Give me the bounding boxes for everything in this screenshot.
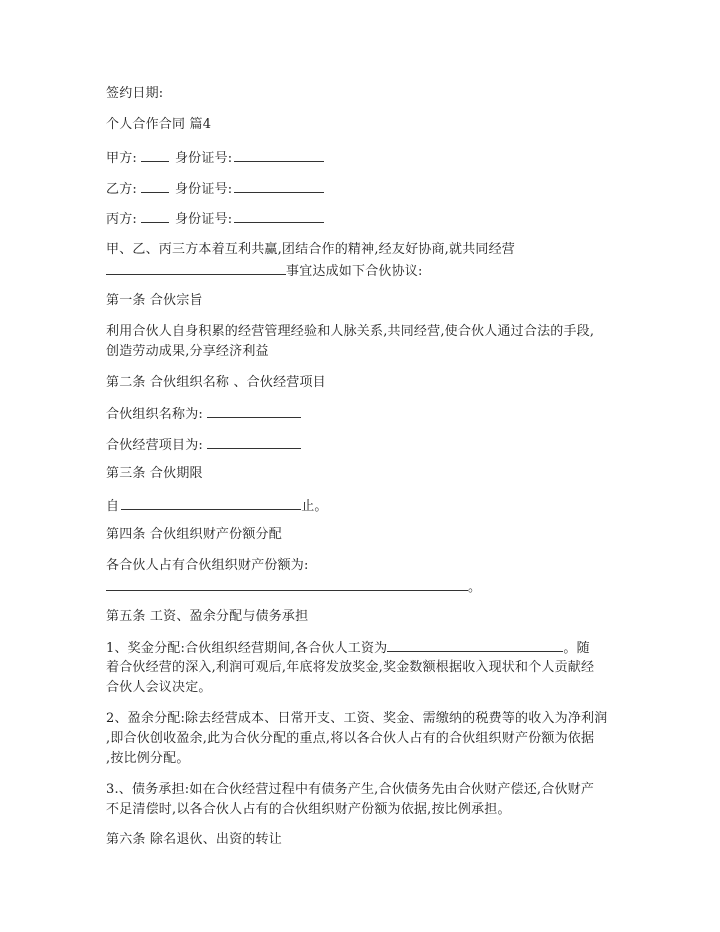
term-line <box>106 497 328 515</box>
business-blank <box>207 436 301 449</box>
party-b-label: 乙方: <box>106 182 137 197</box>
article-1-line-2: 创造劳动成果,分享经济利益 <box>106 344 269 359</box>
business-scope-blank <box>106 262 286 275</box>
bonus-line-1 <box>106 639 590 657</box>
document-title: 个人合作合同 篇4 <box>106 117 212 132</box>
share-line-1: 各合伙人占有合伙组织财产份额为: <box>106 558 309 573</box>
party-b-id-blank <box>234 180 324 193</box>
party-b-id-label: 身份证号: <box>174 182 233 197</box>
share-line-2 <box>106 578 481 596</box>
party-c-label: 丙方: <box>106 212 137 227</box>
org-name-line <box>106 405 301 423</box>
surplus-line-3: ,按比例分配。 <box>106 751 190 766</box>
business-label: 合伙经营项目为: <box>106 438 203 453</box>
party-b-name-blank <box>141 180 169 193</box>
article-4-title: 第四条 合伙组织财产份额分配 <box>106 527 282 542</box>
org-name-label: 合伙组织名称为: <box>106 407 203 422</box>
bonus-line-3: 合伙人会议决定。 <box>106 680 212 695</box>
party-a-line <box>106 149 324 167</box>
intro-line-2-suffix: 事宜达成如下合伙协议: <box>286 264 423 279</box>
article-5-title: 第五条 工资、盈余分配与债务承担 <box>106 609 309 624</box>
article-1-line-1: 利用合伙人自身积累的经营管理经验和人脉关系,共同经营,使合伙人通过合法的手段, <box>106 324 595 339</box>
party-a-id-blank <box>234 149 324 162</box>
party-c-id-label: 身份证号: <box>174 212 233 227</box>
intro-line-2 <box>106 262 423 280</box>
article-1-title: 第一条 合伙宗旨 <box>106 293 203 308</box>
party-c-name-blank <box>141 210 169 223</box>
term-prefix: 自 <box>106 499 120 514</box>
article-2-title: 第二条 合伙组织名称 、合伙经营项目 <box>106 375 326 390</box>
surplus-line-1: 2、盈余分配:除去经营成本、日常开支、工资、奖金、需缴纳的税费等的收入为净利润 <box>106 711 608 726</box>
share-blank <box>106 578 468 591</box>
bonus-line-2: 着合伙经营的深入,利润可观后,年底将发放奖金,奖金数额根据收入现状和个人贡献经 <box>106 660 595 675</box>
salary-blank <box>387 639 563 652</box>
debt-line-2: 不足清偿时,以各合伙人占有的合伙组织财产份额为依据,按比例承担。 <box>106 802 511 817</box>
bonus-line-1-prefix: 1、奖金分配:合伙组织经营期间,各合伙人工资为 <box>106 641 388 656</box>
business-line <box>106 436 301 454</box>
bonus-line-1-suffix: 。随 <box>563 641 590 656</box>
term-blank <box>121 497 301 510</box>
party-a-id-label: 身份证号: <box>174 151 233 166</box>
party-a-name-blank <box>141 149 169 162</box>
article-6-title: 第六条 除名退伙、出资的转让 <box>106 832 282 847</box>
party-a-label: 甲方: <box>106 151 137 166</box>
party-b-line <box>106 180 324 198</box>
debt-line-1: 3.、债务承担:如在合伙经营过程中有债务产生,合伙债务先由合伙财产偿还,合伙财产 <box>106 782 595 797</box>
sign-date-label: 签约日期: <box>106 86 164 101</box>
party-c-line <box>106 210 324 228</box>
intro-line-1: 甲、乙、丙三方本着互利共赢,团结合作的精神,经友好协商,就共同经营 <box>106 242 515 257</box>
term-suffix: 止。 <box>301 499 328 514</box>
article-3-title: 第三条 合伙期限 <box>106 466 203 481</box>
party-c-id-blank <box>234 210 324 223</box>
share-suffix: 。 <box>468 580 482 595</box>
surplus-line-2: ,即合伙创收盈余,此为合伙分配的重点,将以各合伙人占有的合伙组织财产份额为依据 <box>106 731 595 746</box>
org-name-blank <box>207 405 301 418</box>
